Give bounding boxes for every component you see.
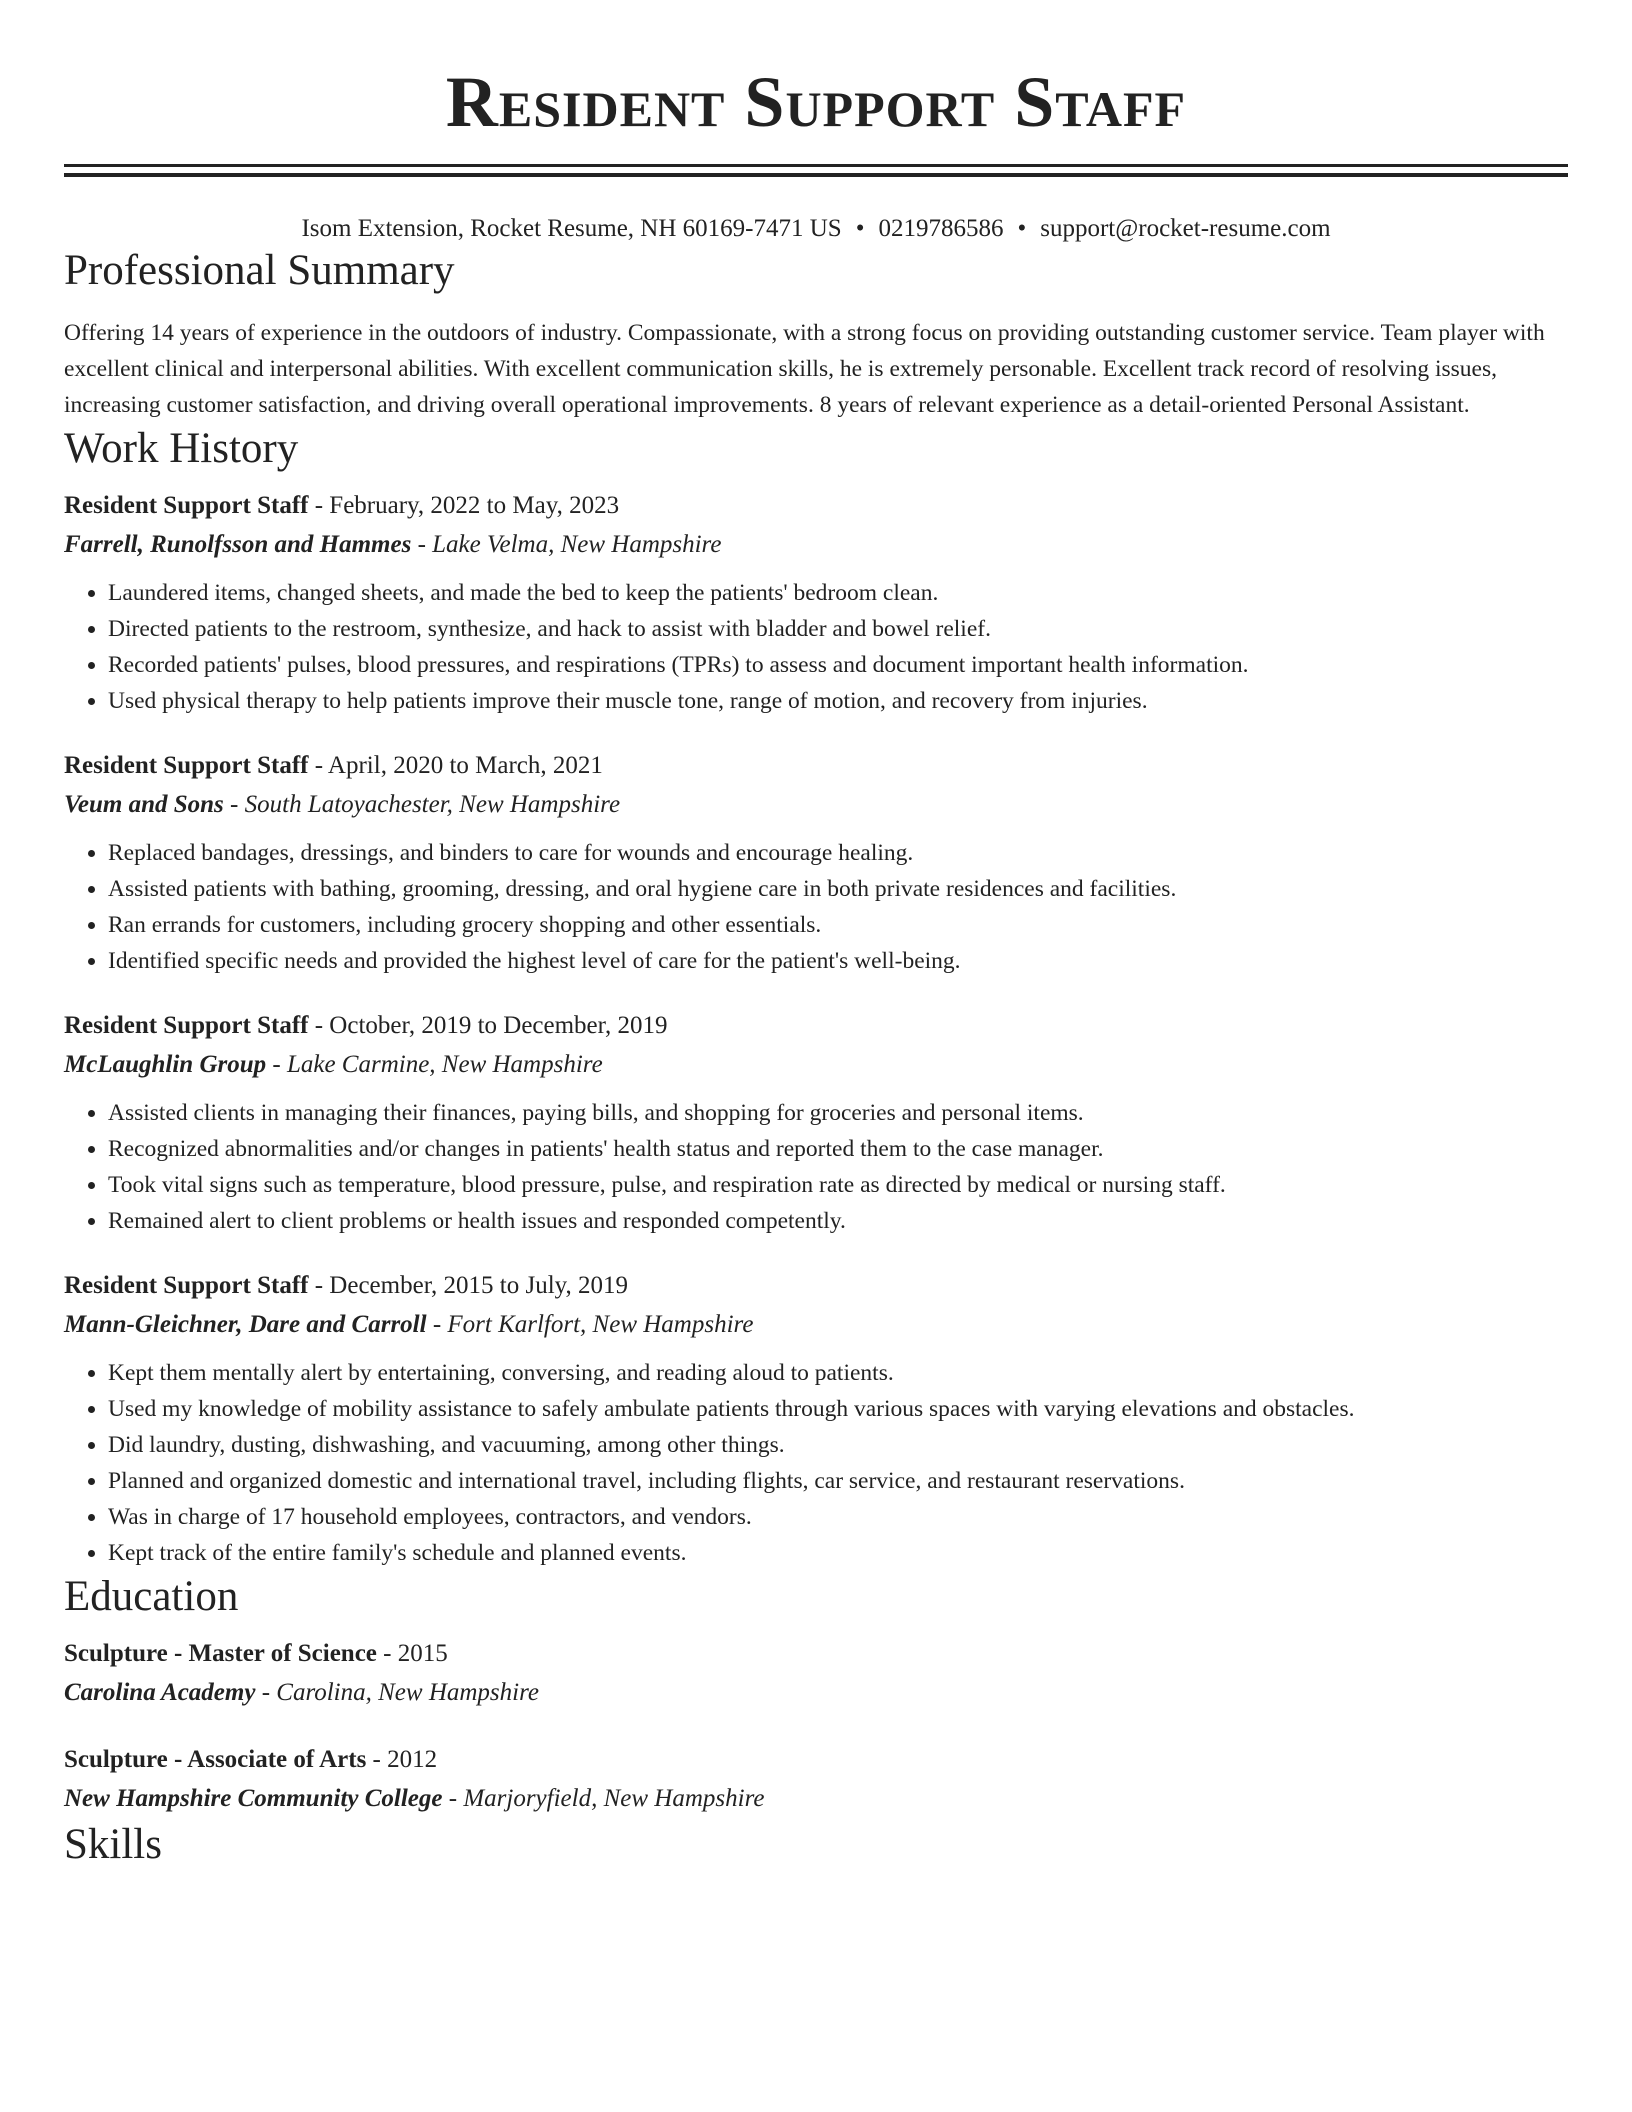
job-duty: • Was in charge of 17 household employees, contractors, and vendors. [108,1499,1568,1535]
degree: Sculpture - Associate of Arts [64,1746,367,1773]
job-title: Resident Support Staff [64,492,309,519]
job-company: McLaughlin Group [64,1051,267,1078]
job-entry [64,487,1568,719]
job-company: Mann-Gleichner, Dare and Carroll [64,1311,427,1338]
school: Carolina Academy [64,1679,256,1706]
work-history-heading: Work History [64,425,299,472]
job-entry [64,747,1568,979]
school-location: - Carolina, New Hampshire [255,1679,540,1706]
job-title-line [64,487,1568,525]
job-title-line [64,1007,1568,1045]
contact-separator: • [855,215,865,242]
degree: Sculpture - Master of Science [64,1640,377,1667]
job-title: Resident Support Staff [64,752,309,779]
job-company-line [64,1045,1568,1085]
job-company-line [64,785,1568,825]
job-duty: • Did laundry, dusting, dishwashing, and vacuuming, among other things. [108,1427,1568,1463]
degree-year: - 2015 [376,1640,448,1667]
degree-line [64,1741,1568,1779]
education-entry [64,1635,1568,1713]
degree-year: - 2012 [366,1746,438,1773]
school: New Hampshire Community College [64,1785,443,1812]
job-location: - Fort Karlfort, New Hampshire [426,1311,754,1338]
summary-heading: Professional Summary [64,247,455,294]
job-duty: • Recognized abnormalities and/or changes in patients' health status and reported them to the case manager. [108,1131,1568,1167]
job-duty: • Assisted clients in managing their finances, paying bills, and shopping for groceries and personal items. [108,1095,1568,1131]
contact-address: Isom Extension, Rocket Resume, NH 60169-7471 US [301,215,842,242]
education-heading: Education [64,1573,239,1620]
job-title: Resident Support Staff [64,1272,309,1299]
summary-text: Offering 14 years of experience in the outdoors of industry. Compassionate, with a strong focus on providing outstanding customer service. Team player with excellent clinical and interpersonal abilities. With excellent communication skills, he is extremely personable. Excellent track record of resolving issues, increasing customer satisfaction, and driving overall operational improvements. 8 years of relevant experience as a detail-oriented Personal Assistant. [64,320,1545,418]
job-duty: • Laundered items, changed sheets, and made the bed to keep the patients' bedroom clean. [108,575,1568,611]
job-duty: • Recorded patients' pulses, blood pressures, and respirations (TPRs) to assess and document important health information. [108,647,1568,683]
job-duty: • Assisted patients with bathing, grooming, dressing, and oral hygiene care in both private residences and facilities. [108,871,1568,907]
job-duty: • Took vital signs such as temperature, blood pressure, pulse, and respiration rate as directed by medical or nursing staff. [108,1167,1568,1203]
job-duty: • Directed patients to the restroom, synthesize, and hack to assist with bladder and bowel relief. [108,611,1568,647]
school-location: - Marjoryfield, New Hampshire [442,1785,765,1812]
contact-email: support@rocket-resume.com [1040,215,1331,242]
degree-line [64,1635,1568,1673]
job-title: Resident Support Staff [64,1012,309,1039]
contact-line [64,213,1568,245]
job-duties [64,1095,1568,1239]
job-location: - Lake Velma, New Hampshire [411,531,722,558]
resume-title: Resident Support Staff [445,62,1187,142]
job-entry [64,1267,1568,1571]
job-duty: • Kept track of the entire family's schedule and planned events. [108,1535,1568,1571]
job-company: Veum and Sons [64,791,224,818]
school-line [64,1673,1568,1713]
skills-heading: Skills [64,1821,162,1868]
contact-separator: • [1017,215,1027,242]
job-duty: • Used physical therapy to help patients improve their muscle tone, range of motion, and recovery from injuries. [108,683,1568,719]
job-dates: - December, 2015 to July, 2019 [308,1272,629,1299]
education-entry [64,1741,1568,1819]
job-dates: - February, 2022 to May, 2023 [308,492,620,519]
job-title-line [64,747,1568,785]
job-company-line [64,1305,1568,1345]
header-divider-top [64,164,1568,167]
header-divider-bottom [64,173,1568,177]
job-duty: • Identified specific needs and provided the highest level of care for the patient's well-being. [108,943,1568,979]
job-duties [64,575,1568,719]
job-entry [64,1007,1568,1239]
job-title-line [64,1267,1568,1305]
job-dates: - October, 2019 to December, 2019 [308,1012,668,1039]
job-company-line [64,525,1568,565]
school-line [64,1779,1568,1819]
job-duty: • Replaced bandages, dressings, and binders to care for wounds and encourage healing. [108,835,1568,871]
job-duty: • Planned and organized domestic and international travel, including flights, car service, and restaurant reservations. [108,1463,1568,1499]
job-duty: • Remained alert to client problems or health issues and responded competently. [108,1203,1568,1239]
job-duties [64,835,1568,979]
job-duty: • Kept them mentally alert by entertaining, conversing, and reading aloud to patients. [108,1355,1568,1391]
contact-phone: 0219786586 [878,215,1004,242]
job-dates: - April, 2020 to March, 2021 [308,752,603,779]
job-location: - South Latoyachester, New Hampshire [223,791,621,818]
job-location: - Lake Carmine, New Hampshire [266,1051,603,1078]
job-duty: • Used my knowledge of mobility assistance to safely ambulate patients through various spaces with varying elevations and obstacles. [108,1391,1568,1427]
job-duties [64,1355,1568,1571]
job-duty: • Ran errands for customers, including grocery shopping and other essentials. [108,907,1568,943]
job-company: Farrell, Runolfsson and Hammes [64,531,412,558]
